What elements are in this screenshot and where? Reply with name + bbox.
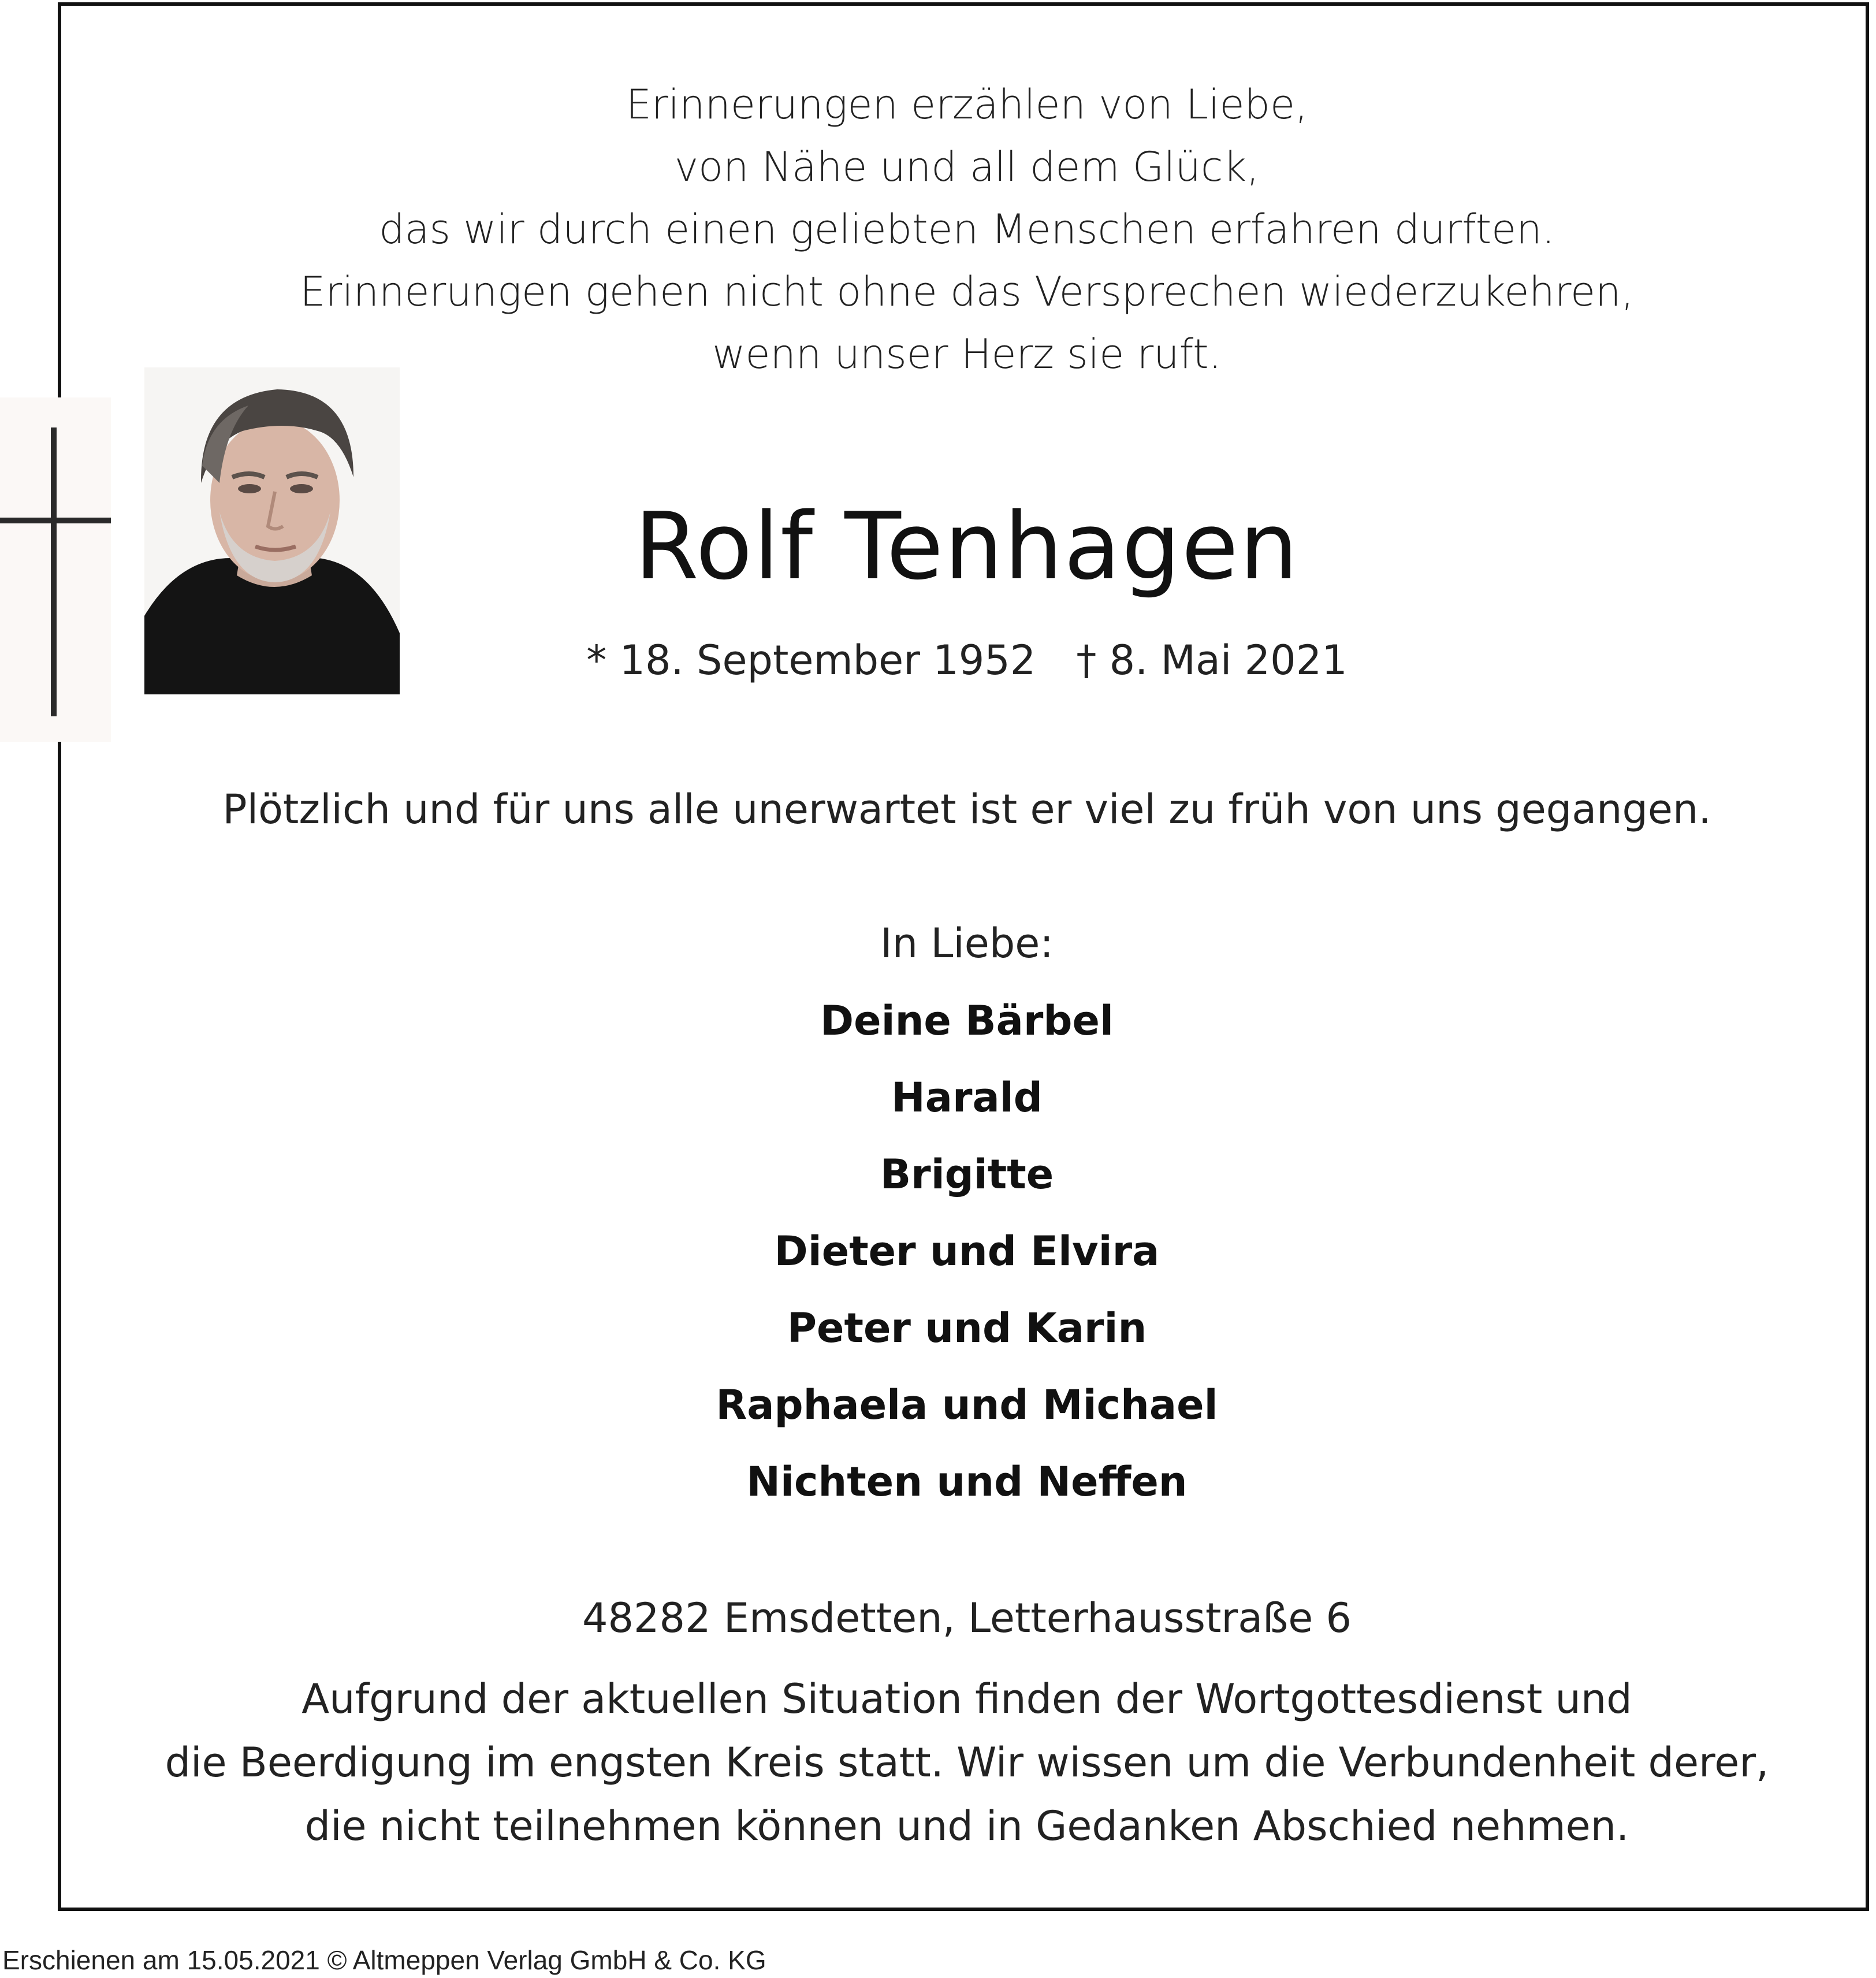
family-member: Dieter und Elvira	[774, 1228, 1160, 1275]
death-date: † 8. Mai 2021	[1076, 637, 1348, 684]
birth-date: * 18. September 1952	[586, 637, 1036, 684]
family-member: Raphaela und Michael	[716, 1381, 1218, 1429]
notice-line: Aufgrund der aktuellen Situation finden der Wortgottesdienst und	[302, 1675, 1632, 1723]
obituary-frame	[58, 2, 1869, 1911]
family-member: Brigitte	[880, 1151, 1054, 1198]
family-member: Deine Bärbel	[820, 997, 1114, 1044]
notice-line: die Beerdigung im engsten Kreis statt. Wir wissen um die Verbundenheit derer,	[165, 1739, 1769, 1786]
cross-icon	[0, 397, 111, 742]
family-member: Peter und Karin	[787, 1304, 1147, 1352]
family-member: Nichten und Neffen	[746, 1458, 1188, 1505]
family-member: Harald	[891, 1074, 1043, 1121]
poem-line: von Nähe und all dem Glück,	[674, 143, 1260, 191]
publication-credit: Erschienen am 15.05.2021 © Altmeppen Verlag GmbH & Co. KG	[2, 1945, 766, 1975]
deceased-name: Rolf Tenhagen	[634, 492, 1300, 600]
address: 48282 Emsdetten, Letterhausstraße 6	[582, 1594, 1352, 1642]
poem-line: Erinnerungen erzählen von Liebe,	[626, 81, 1308, 128]
poem-line: Erinnerungen gehen nicht ohne das Versprechen wiederzukehren,	[300, 268, 1634, 315]
cross-panel	[0, 397, 111, 742]
poem-line: wenn unser Herz sie ruft.	[712, 330, 1222, 378]
in-liebe-label: In Liebe:	[880, 920, 1054, 967]
notice-line: die nicht teilnehmen können und in Gedanken Abschied nehmen.	[304, 1802, 1629, 1850]
portrait-image	[144, 367, 400, 694]
poem-line: das wir durch einen geliebten Menschen erfahren durften.	[379, 206, 1555, 253]
obituary-sentence: Plötzlich und für uns alle unerwartet ist er viel zu früh von uns gegangen.	[222, 786, 1711, 833]
portrait-photo	[144, 367, 400, 694]
